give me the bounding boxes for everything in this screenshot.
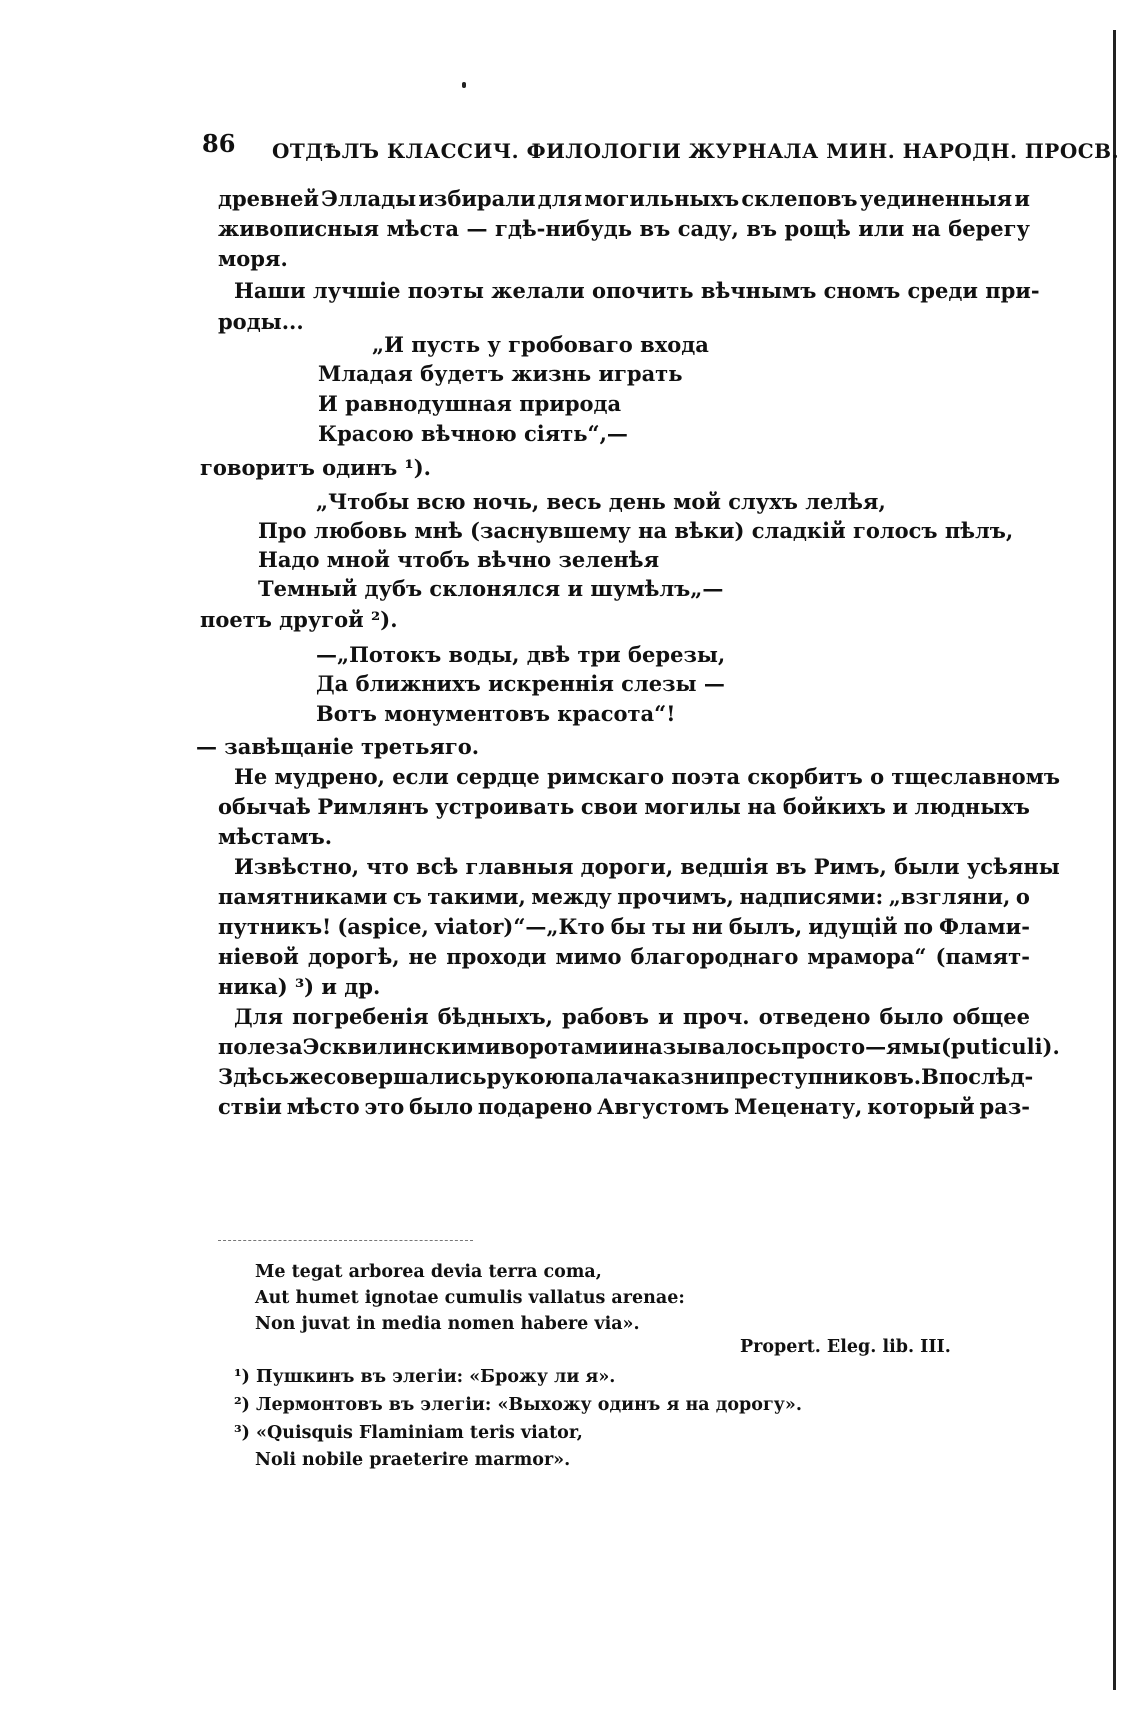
poem-line: Надо мной чтобъ вѣчно зеленѣя [258, 547, 660, 572]
body-line: ствіи мѣсто это было подарено Августомъ Меценату, который раз- [218, 1094, 1030, 1119]
body-line: ніевой дорогѣ, не проходи мимо благороднаго мрамора“ (памят- [218, 944, 1030, 969]
body-line: моря. [218, 246, 288, 271]
attribution: говоритъ одинъ ¹). [200, 455, 431, 480]
poem-line: Да ближнихъ искреннія слезы — [316, 671, 725, 696]
body-line: обычаѣ Римлянъ устроивать свои могилы на бойкихъ и людныхъ [218, 794, 1030, 819]
footnote: ³) «Quisquis Flaminiam teris viator, [234, 1423, 583, 1443]
body-line: Не мудрено, если сердце римскаго поэта скорбитъ о тщеславномъ [234, 764, 1061, 789]
footnote: ¹) Пушкинъ въ элегіи: «Брожу ли я». [234, 1367, 616, 1387]
latin-quote-line: Non juvat in media nomen habere via». [255, 1314, 640, 1334]
body-line: памятниками съ такими, между прочимъ, надписями: „взгляни, о [218, 884, 1030, 909]
body-line: Для погребенія бѣдныхъ, рабовъ и проч. отведено было общее [234, 1004, 1030, 1029]
body-line: роды... [218, 309, 304, 334]
poem-line: Вотъ монументовъ красота“! [316, 701, 676, 726]
poem-line: „И пусть у гробоваго входа [372, 332, 709, 357]
poem-line: „Чтобы всю ночь, весь день мой слухъ лелѣя, [316, 489, 886, 514]
body-line: Извѣстно, что всѣ главныя дороги, ведшія въ Римъ, были усѣяны [234, 854, 1060, 879]
poem-line: Младая будетъ жизнь играть [318, 361, 683, 386]
latin-quote-line: Me tegat arborea devia terra coma, [255, 1262, 602, 1282]
poem-line: Красою вѣчною сіять“,— [318, 421, 628, 446]
latin-quote-line: Aut humet ignotae cumulis vallatus arenae: [255, 1288, 685, 1308]
body-line: Здѣсь же совершались рукою палача казни преступниковъ. Впослѣд- [218, 1064, 1034, 1089]
poem-line: Темный дубъ склонялся и шумѣлъ„— [258, 576, 724, 601]
body-line: путникъ! (aspice, viator)“—„Кто бы ты ни былъ, идущій по Флами- [218, 914, 1030, 939]
poem-line: —„Потокъ воды, двѣ три березы, [316, 642, 726, 667]
attribution: поетъ другой ²). [200, 607, 398, 632]
poem-line: И равнодушная природа [318, 391, 622, 416]
body-line: ника) ³) и др. [218, 974, 381, 999]
footnote: ²) Лермонтовъ въ элегіи: «Выхожу одинъ я на дорогу». [234, 1395, 802, 1415]
print-speck [462, 82, 466, 88]
body-line: живописныя мѣста — гдѣ-нибудь въ саду, въ рощѣ или на берегу [218, 216, 1030, 241]
page-number: 86 [202, 129, 236, 158]
page-edge-shadow [1113, 30, 1116, 1690]
body-line: Наши лучшіе поэты желали опочить вѣчнымъ сномъ среди при- [234, 278, 1040, 303]
attribution: — завѣщаніе третьяго. [196, 734, 480, 759]
body-line: древней Эллады избирали для могильныхъ склеповъ уединенныя и [218, 186, 1030, 211]
body-line: поле за Эсквилинскими воротами и называлось просто— ямы (puticuli). [218, 1034, 1060, 1059]
poem-line: Про любовь мнѣ (заснувшему на вѣки) сладкій голосъ пѣлъ, [258, 518, 1014, 543]
running-title: ОТДѢЛЪ КЛАССИЧ. ФИЛОЛОГІИ ЖУРНАЛА МИН. НАРОДН. ПРОСВ. [272, 139, 1120, 163]
footnote: Noli nobile praeterire marmor». [255, 1450, 571, 1470]
latin-source: Propert. Eleg. lib. III. [740, 1337, 951, 1357]
body-line: мѣстамъ. [218, 824, 333, 849]
footnote-rule [218, 1240, 473, 1241]
